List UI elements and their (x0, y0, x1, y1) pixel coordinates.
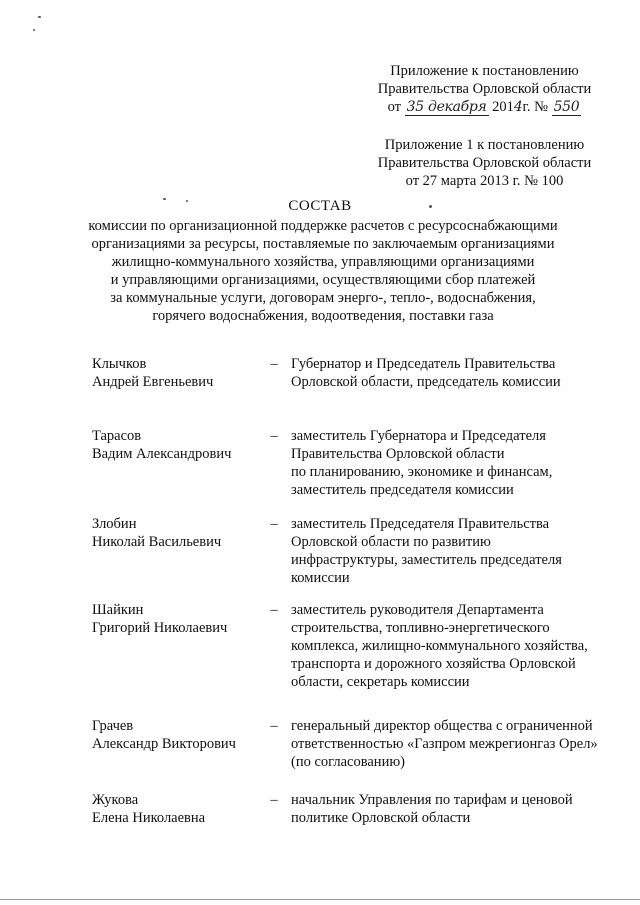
member-name (92, 355, 262, 391)
member-role-line: по планированию, экономике и финансам, (291, 464, 553, 480)
subtitle-line: комиссии по организационной поддержке расчетов с ресурсоснабжающими (88, 218, 558, 234)
appendix-line-1: Приложение к постановлению (390, 63, 579, 79)
member-role-line: (по согласованию) (291, 754, 405, 770)
member-given-names: Андрей Евгеньевич (92, 374, 214, 390)
member-surname: Злобин (92, 516, 137, 532)
subtitle-line: жилищно-коммунального хозяйства, управляющими организациями (111, 254, 535, 270)
member-role-line: инфраструктуры, заместитель председателя (291, 552, 562, 568)
member-role-line: генеральный директор общества с ограниченной (291, 718, 593, 734)
handwritten-number: 550 (553, 99, 580, 115)
subtitle-line: горячего водоснабжения, водоотведения, поставки газа (152, 308, 494, 324)
member-role (291, 601, 636, 691)
member-role-line: заместитель Губернатора и Председателя (291, 428, 546, 444)
member-role (291, 515, 636, 587)
subtitle-line: организациями за ресурсы, поставляемые по заключаемым организациями (91, 236, 555, 252)
member-role-line: заместитель руководителя Департамента (291, 602, 544, 618)
member-name (92, 515, 262, 551)
member-given-names: Елена Николаевна (92, 810, 206, 826)
member-name (92, 601, 262, 637)
original-appendix-line-2: Правительства Орловской области (377, 155, 592, 171)
original-appendix-line-1: Приложение 1 к постановлению (384, 137, 585, 153)
scan-speck (33, 29, 35, 31)
member-role (291, 355, 636, 391)
member-name (92, 717, 262, 753)
member-given-names: Александр Викторович (92, 736, 236, 752)
member-dash: – (270, 428, 278, 444)
handwritten-year-digit: 4 (513, 99, 523, 115)
member-surname: Клычков (92, 356, 147, 372)
member-given-names: Григорий Николаевич (92, 620, 228, 636)
original-appendix-line-3: от 27 марта 2013 г. № 100 (405, 173, 564, 189)
member-surname: Шайкин (92, 602, 144, 618)
member-given-names: Николай Васильевич (92, 534, 222, 550)
member-role-line: Орловской области, председатель комиссии (291, 374, 561, 390)
member-role-line: заместитель председателя комиссии (291, 482, 514, 498)
member-name (92, 427, 262, 463)
member-role-line: ответственностью «Газпром межрегионгаз Орел» (291, 736, 598, 752)
member-role-line: политике Орловской области (291, 810, 471, 826)
date-prefix: от (387, 99, 401, 115)
subtitle-line: и управляющими организациями, осуществляющими сбор платежей (110, 272, 536, 288)
date-year-suffix: г. № (522, 99, 548, 115)
member-dash: – (270, 718, 278, 734)
member-role-line: заместитель Председателя Правительства (291, 516, 550, 532)
member-role-line: начальник Управления по тарифам и ценовой (291, 792, 573, 808)
appendix-header (352, 62, 617, 116)
document-subtitle (78, 217, 568, 325)
member-dash: – (270, 356, 278, 372)
subtitle-line: за коммунальные услуги, договорам энерго-, тепло-, водоснабжения, (110, 290, 536, 306)
member-surname: Тарасов (92, 428, 142, 444)
member-role-line: комиссии (291, 570, 350, 586)
member-surname: Жукова (92, 792, 139, 808)
member-role (291, 427, 636, 499)
member-role-line: Орловской области по развитию (291, 534, 491, 550)
document-title: СОСТАВ (288, 198, 352, 214)
appendix-line-2: Правительства Орловской области (377, 81, 592, 97)
member-role-line: Губернатор и Председатель Правительства (291, 356, 556, 372)
appendix-date-line (352, 98, 617, 116)
member-role (291, 791, 636, 827)
member-role-line: строительства, топливно-энергетического (291, 620, 550, 636)
member-name (92, 791, 262, 827)
original-appendix-header (352, 136, 617, 190)
member-role (291, 717, 636, 771)
member-surname: Грачев (92, 718, 134, 734)
scan-speck (38, 16, 41, 18)
member-dash: – (270, 516, 278, 532)
member-dash: – (270, 602, 278, 618)
member-role-line: Правительства Орловской области (291, 446, 505, 462)
member-role-line: комплекса, жилищно-коммунального хозяйства, (291, 638, 588, 654)
member-role-line: транспорта и дорожного хозяйства Орловской (291, 656, 576, 672)
date-year: 201 (492, 99, 514, 115)
member-given-names: Вадим Александрович (92, 446, 232, 462)
scan-edge-line (0, 899, 640, 900)
handwritten-date: 35 декабря (406, 99, 487, 115)
member-dash: – (270, 792, 278, 808)
member-role-line: области, секретарь комиссии (291, 674, 470, 690)
